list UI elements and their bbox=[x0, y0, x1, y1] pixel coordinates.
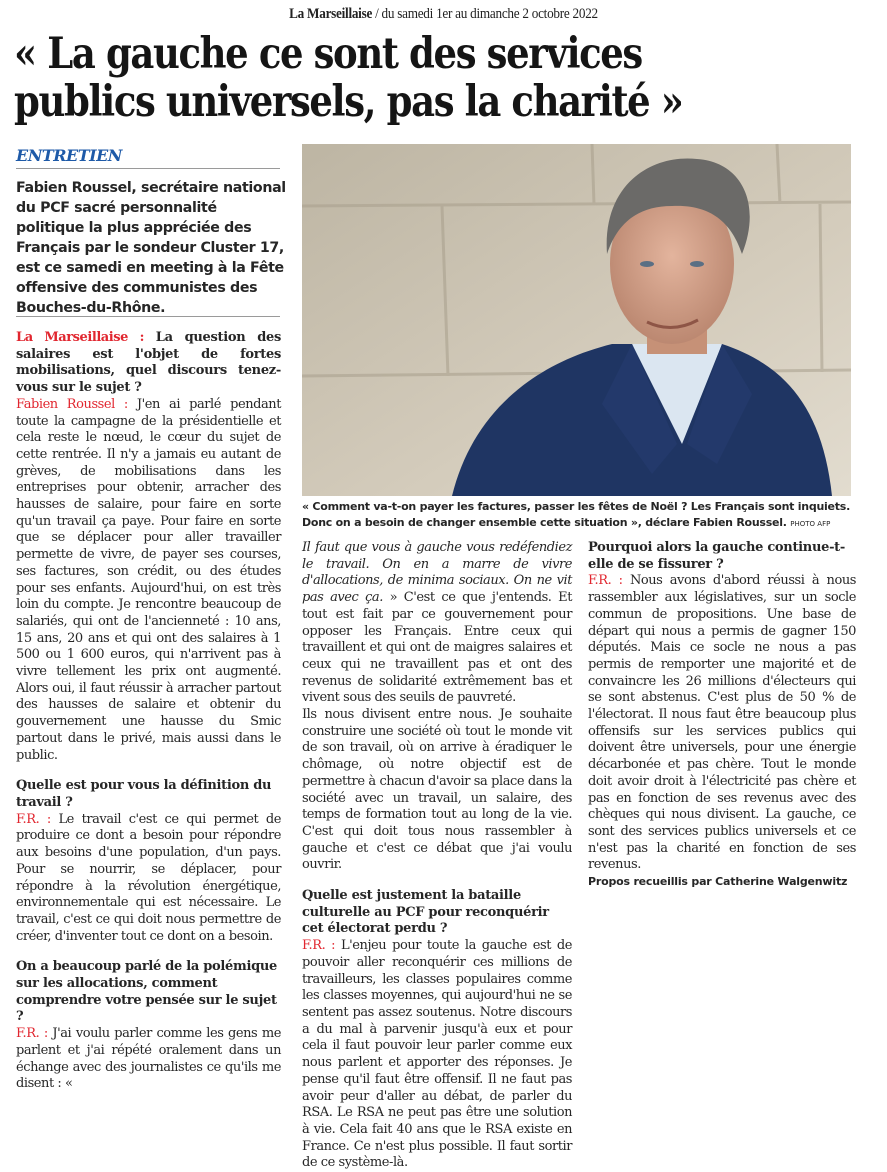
masthead bbox=[53, 6, 834, 23]
photo-credit: PHOTO AFP bbox=[790, 520, 831, 528]
portrait-photo bbox=[302, 144, 851, 496]
answer bbox=[588, 573, 856, 874]
answer-text: Le travail c'est ce qui permet de produire ce dont a besoin pour répondre aux besoins d'une population, d'un pays. Pour se nourrir, se déplacer, pour répondre à la révolution énergétique, environnementale qui est nécessaire. Le travail, c'est ce qui doit nous permettre de créer, d'inventer tout ce dont on a besoin. bbox=[16, 811, 281, 944]
headline bbox=[14, 30, 762, 126]
article-column-2 bbox=[302, 540, 572, 1172]
headline-line-2: publics universels, pas la charité » bbox=[14, 77, 683, 127]
quoted-text: Il faut que vous à gauche vous redéfendiez le travail. On en a marre de vivre d'allocations, de minima sociaux. On ne vit pas avec ça. bbox=[302, 540, 572, 606]
answer bbox=[16, 812, 281, 946]
answer bbox=[302, 540, 572, 707]
question bbox=[16, 330, 281, 397]
speaker-label: F.R. : bbox=[302, 938, 336, 954]
article-column-3 bbox=[588, 540, 856, 891]
article-standfirst: Fabien Roussel, secrétaire national du PCF sacré personnalité politique la plus appréciée des Français par le sondeur Cluster 17, est ce samedi en meeting à la Fête offensive des communistes des Bouches-du-Rhône. bbox=[16, 180, 286, 316]
question-text: La question des salaires est l'objet de fortes mobilisations, quel discours tenez-vous sur le sujet ? bbox=[16, 330, 281, 396]
answer-text: J'ai voulu parler comme les gens me parlent et j'ai répété oralement dans un échange avec des journalistes ce qu'ils me disent : « bbox=[16, 1026, 281, 1092]
answer-text: Nous avons d'abord réussi à nous rassembler aux législatives, sur un socle commun de propositions. Une base de départ qui nous a permis de gagner 150 députés. Mais ce socle ne nous a pas permis de remporter une majorité et de convaincre les 26 millions d'électeurs qui se sont abstenus. C'est plus de 50 % de l'électorat. Il nous faut être beaucoup plus offensifs sur les services publics qui doivent être universels, pour une énergie décarbonée et pas chère. Tout le monde doit avoir droit à l'électricité pas chère et pas en fonction de ses revenus avec des chèques qui nous divisent. La gauche, ce sont des services publics universels et ce n'est pas la charité en fonction de ses revenus. bbox=[588, 573, 856, 873]
answer bbox=[16, 397, 281, 764]
byline-signature: Propos recueillis par Catherine Walgenwitz bbox=[588, 875, 848, 889]
photo-caption bbox=[302, 499, 862, 532]
question: Quelle est justement la bataille culturelle au PCF pour reconquérir cet électorat perdu ? bbox=[302, 888, 549, 937]
speaker-label: La Marseillaise : bbox=[16, 330, 144, 345]
answer-text: J'en ai parlé pendant toute la campagne de la présidentielle et cela reste le nœud, le cœur du sujet de cette rentrée. Il n'y a jamais eu autant de grèves, de mobilisations dans les entreprises pour obtenir, arracher des hausses de salaire, pour faire en sorte qu'un travail ça paye. Pour faire en sorte que se déplacer pour aller travailler permette de vivre, de payer ses courses, ses factures, son crédit, ou des études pour ses enfants. Aujourd'hui, on est très loin du compte. Je rencontre beaucoup de salariés, qui ont de l'ancienneté : 10 ans, 15 ans, 20 ans et qui ont des salaires à 1 500 ou 1 600 euros, qui n'arrivent pas à vivre tellement les prix ont augmenté. Alors oui, il faut réussir à arracher partout des hausses de salaire et obtenir du gouvernement une hausse du Smic partout dans le privé, mais aussi dans le public. bbox=[16, 396, 281, 763]
issue-date: / du samedi 1er au dimanche 2 octobre 2022 bbox=[372, 6, 598, 22]
section-rubric: ENTRETIEN bbox=[16, 146, 122, 165]
headline-line-1: « La gauche ce sont des services bbox=[14, 29, 642, 79]
photo-illustration bbox=[302, 144, 851, 496]
question: On a beaucoup parlé de la polémique sur les allocations, comment comprendre votre pensée sur le sujet ? bbox=[16, 959, 277, 1025]
speaker-label: F.R. : bbox=[16, 811, 51, 827]
speaker-label: Fabien Roussel : bbox=[16, 396, 128, 412]
answer-text: » C'est ce que j'entends. Et tout est fait par ce gouvernement pour opposer les Français. Entre ceux qui travaillent et qui ont de maigres salaires et ceux qui ne travaillent pas et ont des revenus de solidarité extrêmement bas et vivent sous des seuils de pauvreté. bbox=[302, 590, 572, 706]
question: Pourquoi alors la gauche continue-t-elle de se fissurer ? bbox=[588, 540, 845, 572]
caption-text: « Comment va-t-on payer les factures, passer les fêtes de Noël ? Les Français sont inquiets. Donc on a besoin de changer ensemble cette situation », déclare Fabien Roussel. bbox=[302, 500, 851, 529]
newspaper-name: La Marseillaise bbox=[289, 6, 373, 22]
answer bbox=[302, 938, 572, 1172]
divider bbox=[16, 316, 280, 317]
question: Quelle est pour vous la définition du travail ? bbox=[16, 778, 272, 810]
answer bbox=[16, 1026, 281, 1093]
article-column-1 bbox=[16, 330, 281, 1093]
speaker-label: F.R. : bbox=[16, 1026, 48, 1042]
divider bbox=[16, 168, 280, 169]
answer-text: L'enjeu pour toute la gauche est de pouvoir aller reconquérir ces millions de travailleurs, les classes populaires comme les classes moyennes, qui aujourd'hui ne se sentent pas assez soutenus. Notre discours a du mal à parvenir jusqu'à eux et pour cela il faut pouvoir leur parler comme eux nous parlent et apporter des réponses. Je pense qu'il faut être offensif. Il ne faut pas avoir peur d'aller au débat, de parler du RSA. Le RSA ne peut pas être une solution à vie. Cela fait 40 ans que le RSA existe en France. Ce n'est plus possible. Il faut sortir de ce système-là. bbox=[302, 938, 572, 1171]
answer: Ils nous divisent entre nous. Je souhaite construire une société où tout le monde vit de son travail, où on arrive à éradiquer le chômage, où notre objectif est de permettre à chacun d'avoir sa place dans la société avec un travail, un salaire, des temps de formation tout au long de la vie. C'est qui doit tous nous rassembler à gauche et c'est ce débat que j'ai voulu ouvrir. bbox=[302, 707, 572, 873]
speaker-label: F.R. : bbox=[588, 573, 623, 589]
